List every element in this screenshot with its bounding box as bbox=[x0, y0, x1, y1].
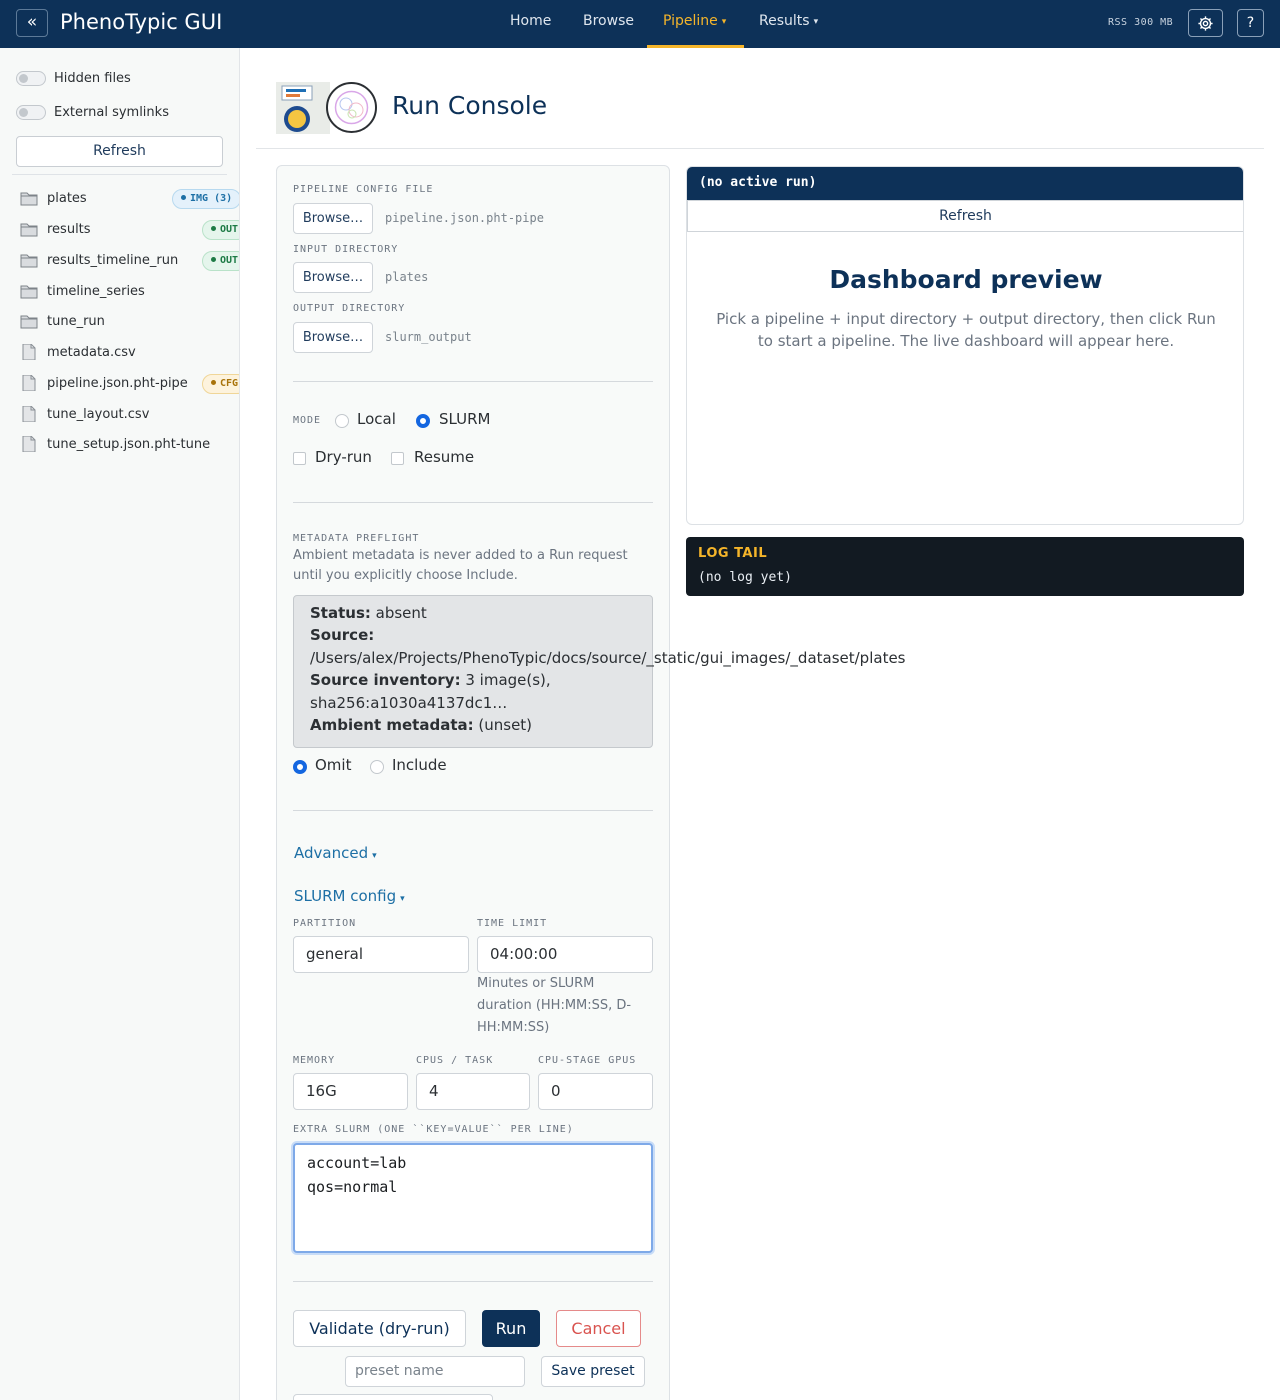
log-tail-title: LOG TAIL bbox=[698, 546, 768, 561]
cancel-button[interactable]: Cancel bbox=[556, 1310, 641, 1347]
run-status-header: (no active run) bbox=[687, 167, 1244, 200]
memory-label: MEMORY bbox=[293, 1055, 336, 1066]
mode-slurm-radio[interactable] bbox=[416, 414, 430, 428]
browse-input-button[interactable]: Browse… bbox=[293, 262, 373, 293]
resume-checkbox[interactable] bbox=[391, 452, 404, 465]
pipeline-config-label: PIPELINE CONFIG FILE bbox=[293, 184, 434, 195]
gpus-input[interactable]: 0 bbox=[538, 1073, 653, 1110]
partition-label: PARTITION bbox=[293, 918, 357, 929]
file-icon bbox=[20, 436, 38, 452]
save-preset-button[interactable]: Save preset bbox=[541, 1356, 645, 1387]
metadata-note: Ambient metadata is never added to a Run request until you explicitly choose Include. bbox=[293, 548, 628, 583]
metadata-inventory-hash: sha256:a1030a4137dc1… bbox=[310, 694, 508, 712]
file-item-tune-setup-json[interactable] bbox=[20, 432, 210, 456]
folder-icon bbox=[20, 313, 38, 329]
input-directory-label: INPUT DIRECTORY bbox=[293, 244, 399, 255]
toggle-label: External symlinks bbox=[54, 104, 169, 120]
chevron-down-icon: ▾ bbox=[721, 17, 727, 27]
metadata-status: Status: absent bbox=[310, 604, 427, 622]
time-limit-input[interactable]: 04:00:00 bbox=[477, 936, 653, 973]
metadata-ambient: Ambient metadata: (unset) bbox=[310, 716, 533, 734]
resume-label: Resume bbox=[414, 448, 475, 466]
nav-pipeline-label: Pipeline bbox=[663, 13, 718, 29]
sidebar-divider bbox=[12, 174, 227, 175]
file-name: timeline_series bbox=[47, 283, 145, 299]
section-divider bbox=[293, 810, 653, 811]
file-icon bbox=[20, 344, 38, 360]
gear-icon bbox=[1197, 15, 1214, 32]
nav-browse-label: Browse bbox=[583, 13, 634, 29]
img-badge: IMG (3) bbox=[172, 189, 240, 209]
file-name: plates bbox=[47, 190, 87, 206]
log-tail-panel bbox=[686, 537, 1244, 596]
nav-results-label: Results bbox=[759, 13, 810, 29]
nav-results[interactable] bbox=[759, 0, 818, 48]
gpus-label: CPU-STAGE GPUS bbox=[538, 1055, 637, 1066]
file-item-tune-run[interactable] bbox=[20, 309, 105, 333]
dashboard-preview-title: Dashboard preview bbox=[829, 265, 1103, 294]
file-name: tune_setup.json.pht-tune bbox=[47, 436, 211, 452]
out-badge: OUT bbox=[202, 251, 240, 271]
cfg-badge: CFG bbox=[202, 374, 240, 394]
dry-run-checkbox[interactable] bbox=[293, 452, 306, 465]
run-refresh-button[interactable]: Refresh bbox=[687, 200, 1244, 232]
dry-run-label: Dry-run bbox=[315, 448, 372, 466]
pipeline-config-value: pipeline.json.pht-pipe bbox=[385, 211, 544, 225]
section-divider bbox=[293, 1281, 653, 1282]
advanced-toggle[interactable]: Advanced ▾ bbox=[294, 844, 377, 862]
memory-usage: RSS 300 MB bbox=[1108, 17, 1174, 28]
file-item-results-timeline-run[interactable] bbox=[20, 248, 178, 272]
run-dashboard-panel bbox=[686, 166, 1244, 525]
nav-home[interactable] bbox=[510, 0, 551, 48]
chevron-down-icon: ▾ bbox=[813, 17, 819, 27]
log-tail-body: (no log yet) bbox=[698, 570, 792, 585]
extra-slurm-textarea[interactable]: account=lab qos=normal bbox=[293, 1143, 653, 1253]
output-directory-label: OUTPUT DIRECTORY bbox=[293, 303, 406, 314]
mode-slurm-label: SLURM bbox=[439, 410, 491, 428]
browse-output-button[interactable]: Browse… bbox=[293, 322, 373, 353]
top-navbar bbox=[0, 0, 1280, 48]
preset-select[interactable] bbox=[293, 1394, 493, 1400]
file-name: pipeline.json.pht-pipe bbox=[47, 375, 188, 391]
file-name: results_timeline_run bbox=[47, 252, 179, 268]
file-name: results bbox=[47, 221, 91, 237]
file-name: metadata.csv bbox=[47, 344, 136, 360]
file-item-tune-layout-csv[interactable] bbox=[20, 402, 149, 426]
nav-pipeline[interactable] bbox=[647, 0, 744, 48]
cpus-input[interactable]: 4 bbox=[416, 1073, 530, 1110]
mode-local-label: Local bbox=[357, 410, 396, 428]
toggle-switch[interactable] bbox=[16, 105, 46, 120]
nav-browse[interactable] bbox=[583, 0, 634, 48]
slurm-config-toggle[interactable]: SLURM config ▾ bbox=[294, 887, 405, 905]
toggle-label: Hidden files bbox=[54, 70, 131, 86]
section-divider bbox=[293, 381, 653, 382]
file-item-pipeline-json[interactable] bbox=[20, 371, 188, 395]
file-item-metadata-csv[interactable] bbox=[20, 340, 136, 364]
chevron-down-icon: ▾ bbox=[372, 851, 377, 861]
file-name: tune_layout.csv bbox=[47, 406, 150, 422]
page-title: Run Console bbox=[392, 91, 548, 120]
partition-input[interactable]: general bbox=[293, 936, 469, 973]
app-title[interactable]: PhenoTypic GUI bbox=[60, 10, 223, 34]
dashboard-preview-text: Pick a pipeline + input directory + output directory, then click Run to start a pipeline. The live dashboard will appear here. bbox=[716, 310, 1216, 350]
file-item-results[interactable] bbox=[20, 217, 91, 241]
preset-name-input[interactable]: preset name bbox=[345, 1356, 525, 1387]
settings-button[interactable] bbox=[1188, 9, 1223, 37]
metadata-include-radio[interactable] bbox=[370, 760, 384, 774]
toggle-hidden-files[interactable] bbox=[16, 68, 131, 88]
file-name: tune_run bbox=[47, 313, 105, 329]
metadata-omit-radio[interactable] bbox=[293, 760, 307, 774]
sidebar-refresh-button[interactable]: Refresh bbox=[16, 136, 223, 167]
chevron-down-icon: ▾ bbox=[400, 894, 405, 904]
file-item-timeline-series[interactable] bbox=[20, 279, 145, 303]
validate-button[interactable]: Validate (dry-run) bbox=[293, 1310, 466, 1347]
toggle-switch[interactable] bbox=[16, 71, 46, 86]
browse-pipeline-button[interactable]: Browse… bbox=[293, 203, 373, 234]
run-button[interactable]: Run bbox=[482, 1310, 540, 1347]
mode-label: MODE bbox=[293, 415, 322, 426]
time-limit-help: Minutes or SLURM duration (HH:MM:SS, D-HH:MM:SS) bbox=[477, 976, 632, 1035]
input-directory-value: plates bbox=[385, 270, 429, 284]
folder-icon bbox=[20, 283, 38, 299]
efab-nsf-logo bbox=[276, 82, 330, 134]
folder-icon bbox=[20, 221, 38, 237]
file-sidebar bbox=[0, 48, 240, 1400]
output-directory-value: slurm_output bbox=[385, 330, 472, 344]
folder-icon bbox=[20, 252, 38, 268]
help-button[interactable]: ? bbox=[1237, 9, 1264, 37]
section-divider bbox=[293, 502, 653, 503]
file-icon bbox=[20, 406, 38, 422]
mode-local-radio[interactable] bbox=[335, 414, 349, 428]
phenotypic-logo bbox=[326, 82, 377, 133]
header-divider bbox=[256, 148, 1264, 149]
metadata-preflight-label: METADATA PREFLIGHT bbox=[293, 533, 420, 544]
metadata-inventory: Source inventory: 3 image(s), bbox=[310, 671, 551, 689]
metadata-omit-label: Omit bbox=[315, 756, 352, 774]
folder-icon bbox=[20, 190, 38, 206]
nav-home-label: Home bbox=[510, 13, 552, 29]
file-icon bbox=[20, 375, 38, 391]
toggle-external-symlinks[interactable] bbox=[16, 102, 169, 122]
time-limit-label: TIME LIMIT bbox=[477, 918, 548, 929]
metadata-source-path: /Users/alex/Projects/PhenoTypic/docs/source/_static/gui_images/_dataset/plates bbox=[310, 649, 906, 667]
cpus-label: CPUS / TASK bbox=[416, 1055, 494, 1066]
file-item-plates[interactable] bbox=[20, 186, 87, 210]
memory-input[interactable]: 16G bbox=[293, 1073, 408, 1110]
metadata-include-label: Include bbox=[392, 756, 447, 774]
extra-slurm-label: EXTRA SLURM (ONE ``KEY=VALUE`` PER LINE) bbox=[293, 1124, 574, 1135]
metadata-source-key: Source: bbox=[310, 626, 375, 644]
out-badge: OUT bbox=[202, 220, 240, 240]
collapse-sidebar-button[interactable]: « bbox=[16, 9, 48, 37]
